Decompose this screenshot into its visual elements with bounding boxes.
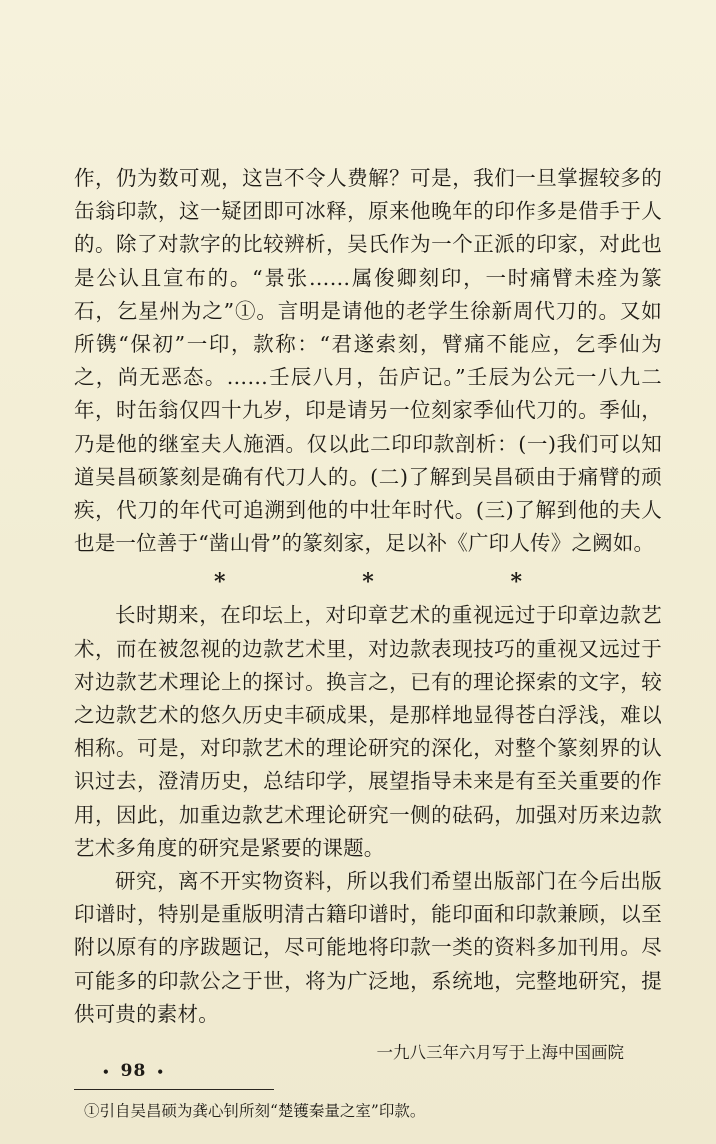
section-break-star: * [214, 569, 226, 596]
paragraph-3: 研究，离不开实物资料，所以我们希望出版部门在今后出版印谱时，特别是重版明清古籍印谱时，能印面和印款兼顾，以至附以原有的序跋题记，尽可能地将印款一类的资料多加刊用。尽可能多的印款公之于世，将为广泛地，系统地，完整地研究，提供可贵的素材。 [74, 869, 662, 1026]
section-break-star: * [510, 569, 522, 596]
signature-line: 一九八三年六月写于上海中国画院 [376, 1043, 624, 1063]
footnote-divider [74, 1089, 274, 1090]
paragraph-continued: 作，仍为数可观，这岂不令人费解？可是，我们一旦掌握较多的缶翁印款，这一疑团即可冰释，原来他晚年的印作多是借手于人的。除了对款字的比较辨析，吴氏作为一个正派的印家，对此也是公认且宣布的。“景张……属俊卿刻印，一时痛臂未痊为篆石，乞星州为之”①。言明是请他的老学生徐新周代刀的。又如所镌“保初”一印，款称：“君遂索刻，臂痛不能应，乞季仙为之，尚无恶态。……壬辰八月，缶庐记。”壬辰为公元一八九二年，时缶翁仅四十九岁，印是请另一位刻家季仙代刀的。季仙，乃是他的继室夫人施酒。仅以此二印印款剖析：(一)我们可以知道吴昌硕篆刻是确有代刀人的。(二)了解到吴昌硕由于痛臂的顽疾，代刀的年代可追溯到他的中壮年时代。(三)了解到他的夫人也是一位善于“凿山骨”的篆刻家，足以补《广印人传》之阙如。 [74, 166, 662, 556]
bullet-icon: • [156, 1064, 166, 1079]
section-break [74, 566, 662, 599]
page-content [74, 162, 662, 1124]
section-break-star: * [362, 569, 374, 596]
paragraph-2: 长时期来，在印坛上，对印章艺术的重视远过于印章边款艺术，而在被忽视的边款艺术里，对边款表现技巧的重视又远过于对边款艺术理论上的探讨。换言之，已有的理论探索的文字，较之边款艺术的悠久历史丰硕成果，是那样地显得苍白浮浅，难以相称。可是，对印款艺术的理论研究的深化，对整个篆刻界的认识过去，澄清历史，总结印学，展望指导未来是有至关重要的作用，因此，加重边款艺术理论研究一侧的砝码，加强对历来边款艺术多角度的研究是紧要的课题。 [74, 603, 662, 860]
footnote: ①引自吴昌硕为龚心钊所刻“楚镬秦量之室”印款。 [84, 1102, 426, 1121]
bullet-icon: • [102, 1064, 111, 1079]
page-number [92, 1061, 175, 1081]
page-number-value: 98 [120, 1061, 147, 1081]
